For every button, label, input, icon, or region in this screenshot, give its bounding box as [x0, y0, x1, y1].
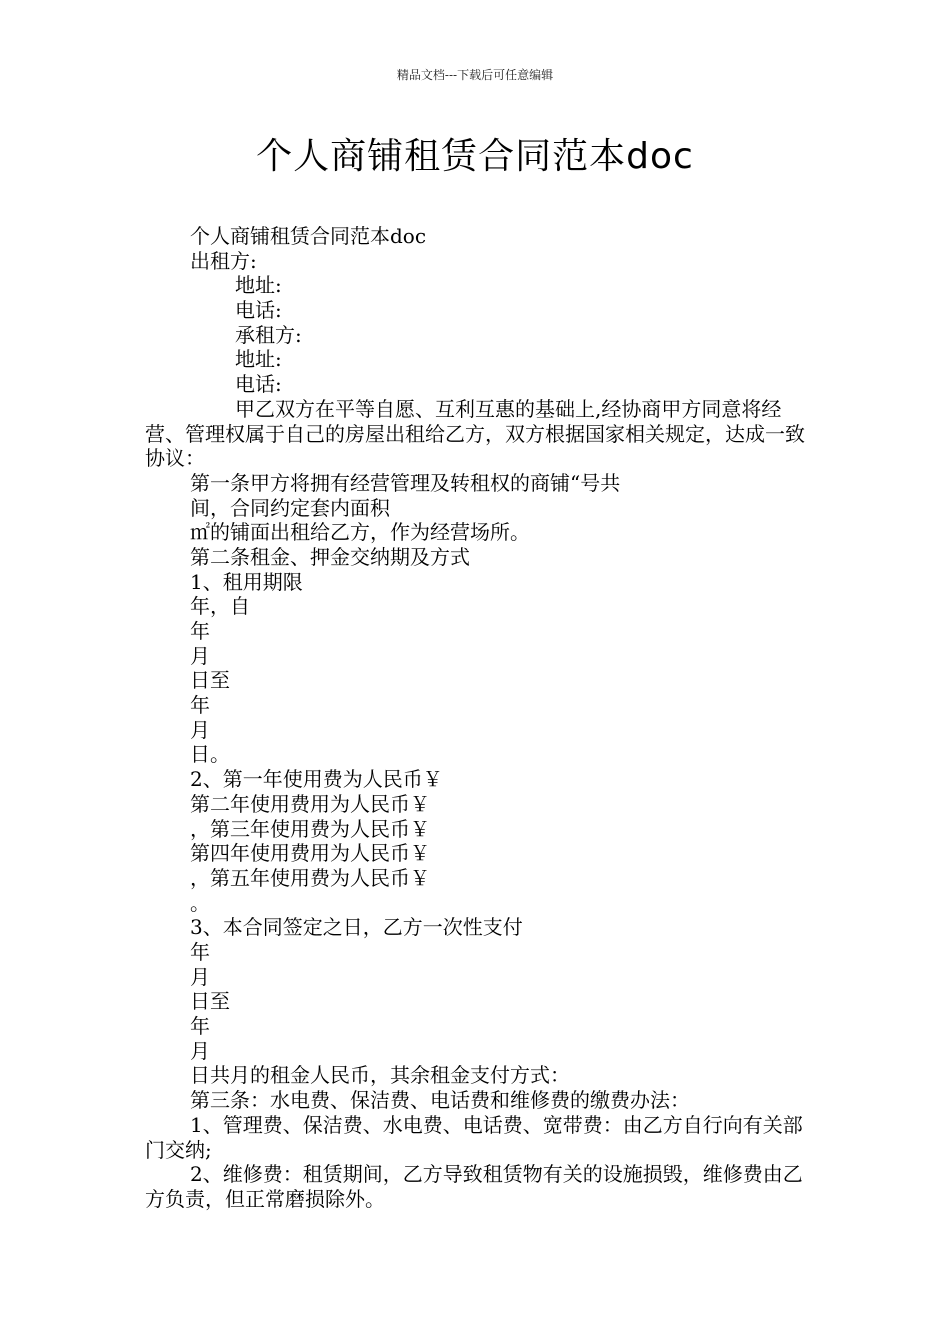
- article-1-line-2: 间，合同约定套内面积: [190, 495, 390, 520]
- preamble-paragraph: 甲乙双方在平等自愿、互利互惠的基础上,经协商甲方同意将经营、管理权属于自己的房屋出租给乙方，双方根据国家相关规定，达成一致协议：: [145, 396, 805, 471]
- article-1-line-1: 第一条甲方将拥有经营管理及转租权的商铺“号共: [190, 470, 621, 495]
- lease-term-line: 月: [190, 643, 210, 668]
- lessee-label: 承租方:: [235, 322, 302, 347]
- fee-line: 2、第一年使用费为人民币￥: [190, 767, 443, 792]
- lessee-phone-label: 电话:: [235, 372, 282, 397]
- article-3-item-1: 1、管理费、保洁费、水电费、电话费、宽带费：由乙方自行向有关部门交纳;: [145, 1112, 803, 1162]
- payment-line: 月: [190, 964, 210, 989]
- payment-line: 日至: [190, 989, 230, 1014]
- lease-term-line: 年，自: [190, 594, 250, 619]
- lease-term-line: 日至: [190, 668, 230, 693]
- subtitle-line: 个人商铺租赁合同范本doc: [190, 224, 427, 248]
- fee-line: 第四年使用费用为人民币￥: [190, 841, 430, 866]
- article-3-heading: 第三条：水电费、保洁费、电话费和维修费的缴费办法：: [190, 1088, 690, 1113]
- payment-line: 日共月的租金人民币，其余租金支付方式：: [190, 1063, 570, 1088]
- lease-term-heading: 1、租用期限: [190, 569, 303, 594]
- payment-line: 年: [190, 1014, 210, 1039]
- header-note: 精品文档---下载后可任意编辑: [396, 68, 554, 82]
- article-1-line-3: ㎡的铺面出租给乙方，作为经营场所。: [190, 520, 530, 545]
- fee-line: 。: [190, 890, 210, 915]
- lessor-label: 出租方:: [190, 248, 257, 273]
- article-2-heading: 第二条租金、押金交纳期及方式: [190, 544, 470, 569]
- lessor-address-label: 地址:: [235, 273, 282, 298]
- lessee-address-label: 地址:: [235, 347, 282, 372]
- lease-term-line: 日。: [190, 742, 230, 767]
- fee-line: 第二年使用费用为人民币￥: [190, 791, 430, 816]
- lease-term-line: 年: [190, 693, 210, 718]
- payment-line: 月: [190, 1038, 210, 1063]
- fee-line: ，第五年使用费为人民币￥: [190, 865, 430, 890]
- lease-term-line: 月: [190, 717, 210, 742]
- article-3-item-2: 2、维修费：租赁期间，乙方导致租赁物有关的设施损毁，维修费由乙方负责，但正常磨损除外。: [145, 1162, 803, 1211]
- lease-term-line: 年: [190, 619, 210, 644]
- fee-line: ，第三年使用费为人民币￥: [190, 816, 430, 841]
- payment-line: 年: [190, 939, 210, 964]
- document-title: 个人商铺租赁合同范本doc: [256, 136, 694, 177]
- document-body: [145, 224, 810, 1212]
- payment-line: 3、本合同签定之日，乙方一次性支付: [190, 915, 523, 940]
- lessor-phone-label: 电话:: [235, 298, 282, 323]
